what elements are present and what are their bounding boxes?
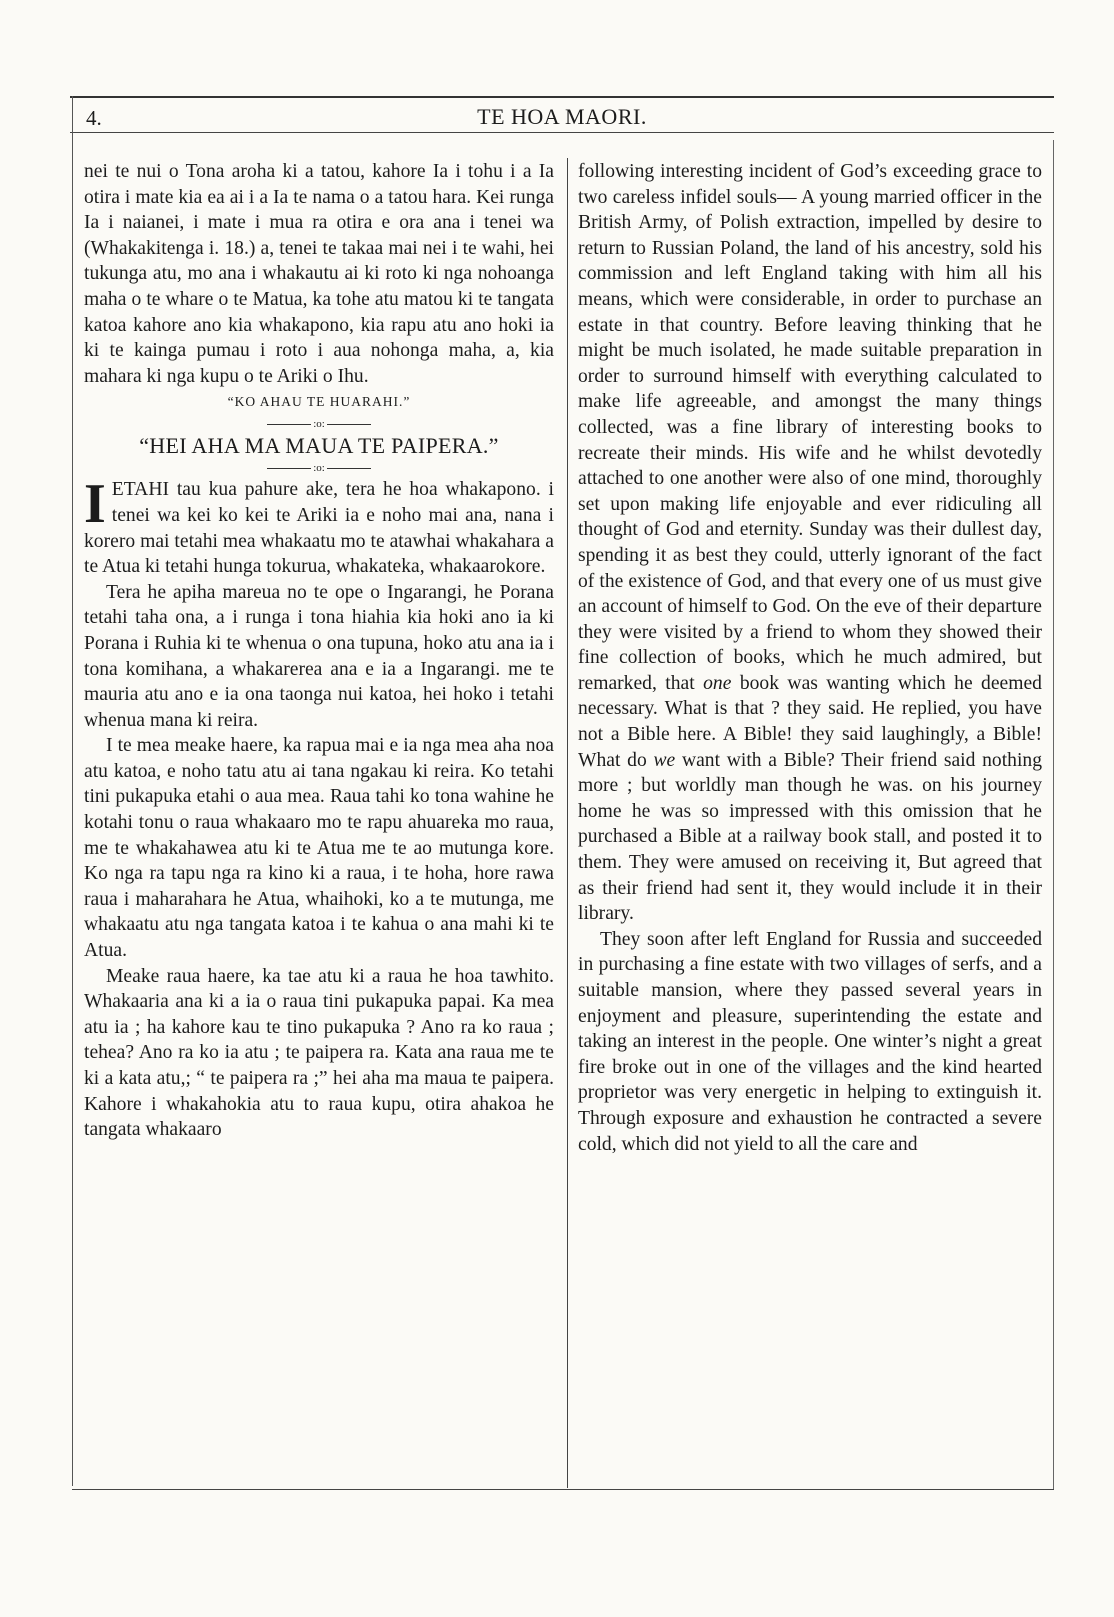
paragraph: Tera he apiha mareua no te ope o Ingarangi, he Porana tetahi taha ona, a i runga i tona hiahia kia hoki ano ia ki Porana i Ruhia ki te whenua o ona tupuna, hoko atu ana ia i tona komihana, a whakarerea ana e ia a Ingarangi. me te mauria atu ano e ia ona taonga nui katoa, hei hoko i tetahi whenua mana ki reira.	[84, 581, 554, 731]
paragraph-text: want with a Bible? Their friend said nothing more ; but worldly man though he was. on his journey home he was so impressed with this omission that he purchased a Bible at a railway book stall, and posted it to them. They were amused on receiving it, But agreed that as their friend had sent it, they would include it in their library.	[578, 749, 1042, 925]
signature-line: “KO AHAU TE HUARAHI.”	[227, 394, 411, 410]
separator	[84, 459, 554, 477]
left-border-rule	[72, 96, 73, 1486]
running-title: TE HOA MAORI.	[477, 104, 647, 129]
bottom-rule	[72, 1489, 1054, 1490]
column-divider	[567, 158, 568, 1488]
separator	[84, 415, 554, 433]
separator-mark: :o:	[313, 461, 325, 474]
page-header	[70, 96, 1054, 133]
separator-mark: :o:	[313, 417, 325, 430]
drop-cap: I	[84, 473, 106, 536]
paragraph: I te mea meake haere, ka rapua mai e ia nga mea aha noa atu katoa, e noho tatu atu ai tana ngakau ki reira. Ko tetahi tini pukapuka etahi o aua mea. Raua tahi ko tona wahine he kotahi tonu o raua whakaaro mo te rapu ahuareka mo raua, me te whakahawea atu ki te Atua me te ao mutunga kore. Ko nga ra tapu nga ra kino ki a raua, i te hoha, hore rawa raua i maharahara he Atua, whaihoki, ko a te mutunga, me whakaatu atu nga tangata katoa i te kahua o ana mahi ki te Atua.	[84, 735, 554, 962]
paragraph: They soon after left England for Russia and succeeded in purchasing a fine estate with two villages of serfs, and a suitable mansion, where they passed several years in enjoyment and pleasure, superintending the estate and taking an interest in the people. One winter’s night a great fire broke out in one of the villages and the kind hearted proprietor was very energetic in helping to extinguish it. Through exposure and exhaustion he contracted a severe cold, which did not yield to all the care and	[578, 928, 1042, 1155]
paragraph-text: book was wanting which he deemed necessary. What is that ? they said. He replied, you have not a Bible here. A Bible! they said laughingly, a Bible! What do	[578, 672, 1042, 771]
paragraph	[578, 159, 1042, 927]
paragraph: Meake raua haere, ka tae atu ki a raua he hoa tawhito. Whakaaria ana ki a ia o raua tini pukapuka papai. Ka mea atu ia ; ha kahore kau te tino pukapuka ? Ano ra ko raua ; tehea? Ano ra ko ia atu ; te paipera ra. Kata ana raua me te ki a kata atu,; “ te paipera ra ;” hei aha ma maua te paipera. Kahore i whakahokia atu to raua kupu, otira ahakoa he tangata whakaaro	[84, 965, 554, 1141]
right-column	[578, 159, 1042, 1157]
paragraph: nei te nui o Tona aroha ki a tatou, kahore Ia i tohu i a Ia otira i mate kia ea ai i a Ia te nama o a tatou hara. Kei runga Ia i naianei, i mate i mua ra otira e ora ana i tenei wa (Whakakitenga i. 18.) a, tenei te takaa mai nei i te wahi, hei tukunga atu, mo ana i whakautu ai ki roto ki nga nohoanga maha o te whare o te Matua, ka tohe atu matou ki te tangata katoa kahore ano kia whakapono, kia rapu atu ano hoki ia ki te kainga pumau i roto i aua nohonga maha, a, kia mahara ki nga kupu o te Ariki o Ihu.	[84, 161, 554, 387]
paragraph-text: ETAHI tau kua pahure ake, tera he hoa whakapono. i tenei wa kei ko kei te Ariki ia e noho mai ana, nana i korero mai tetahi mea whakaatu mo te atawhai whakahara a te Atua ki tetahi hunga tokurua, whakateka, whakaarokore.	[84, 479, 554, 578]
paragraph	[84, 473, 554, 579]
italic-word: one	[703, 672, 732, 694]
left-column	[84, 159, 554, 1143]
italic-word: we	[653, 749, 676, 771]
paragraph-text: following interesting incident of God’s exceeding grace to two careless infidel souls— A young married officer in the British Army, of Polish extraction, impelled by desire to return to Russian Poland, the land of his ancestry, sold his commission and left England taking with him all his means, which were considerable, in order to purchase an estate in that country. Before leaving thinking that he might be much isolated, he made suitable preparation in order to surround himself with everything calculated to make life agreeable, and amongst the many things collected, was a fine library of interesting books to recreate their minds. His wife and he whilst devotedly attached to one another were also of one mind, thoroughly set upon making life enjoyable and ever ridiculing all thought of God and eternity. Sunday was their dullest day, spending it as best they could, utterly ignorant of the fact of the existence of God, and that every one of us must give an account of himself to God. On the eve of their departure they were visited by a friend to whom they showed their fine collection of books, which he much admired, but remarked, that	[578, 161, 1042, 694]
page-number: 4.	[86, 106, 102, 130]
article-title: “HEI AHA MA MAUA TE PAIPERA.”	[139, 433, 499, 459]
right-border-rule	[1053, 140, 1054, 1490]
